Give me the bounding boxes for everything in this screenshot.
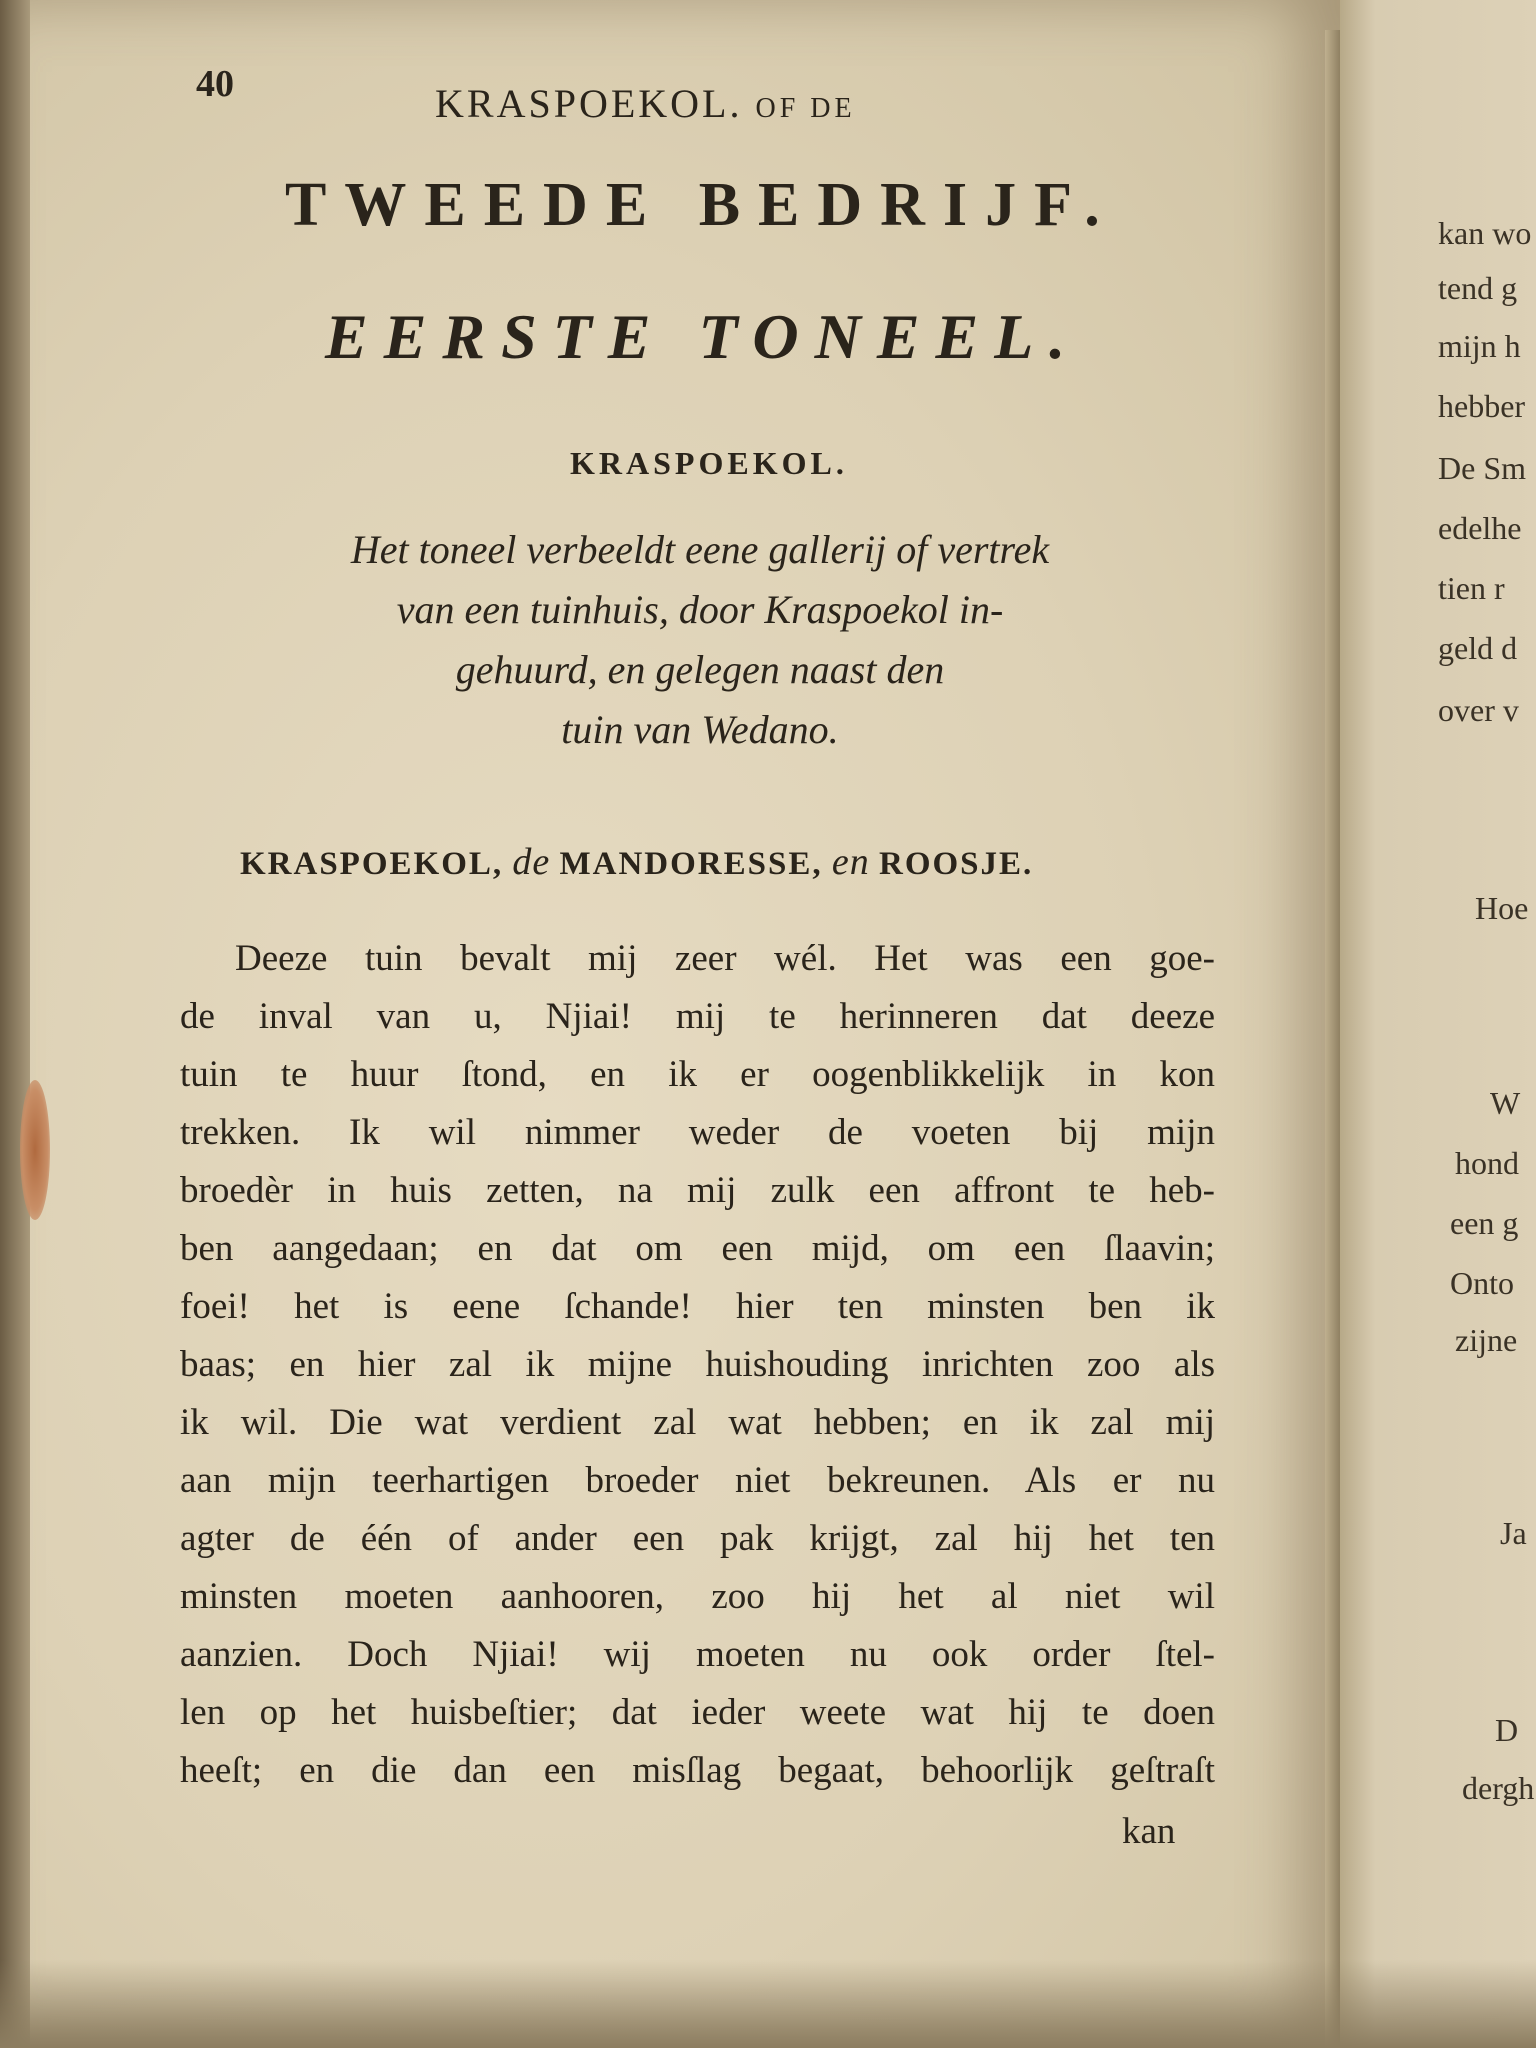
body-line: tuin te huur ſtond, en ik er oogenblikkelijk in kon (180, 1054, 1215, 1095)
facing-page-fragment: tend g (1438, 270, 1518, 306)
facing-page-fragment: tien r (1438, 570, 1505, 606)
body-line: ik wil. Die wat verdient zal wat hebben; en ik zal mij (180, 1402, 1215, 1443)
conjunction: en (831, 841, 870, 883)
body-line: de inval van u, Njiai! mij te herinneren dat deeze (180, 996, 1215, 1037)
running-head (435, 80, 856, 127)
character-name: MANDORESSE, (559, 846, 823, 882)
body-line: aan mijn teerhartigen broeder niet bekreunen. Als er nu (180, 1460, 1215, 1501)
body-line: ben aangedaan; en dat om een mijd, om een ſlaavin; (180, 1228, 1215, 1269)
stage-direction-line: Het toneel verbeeldt eene gallerij of vertrek (350, 527, 1050, 572)
facing-page-fragment: De Sm (1438, 450, 1526, 486)
body-line: heeſt; en die dan een misſlag begaat, behoorlijk geſtraſt (180, 1750, 1215, 1791)
facing-page-fragment: zijne (1455, 1322, 1518, 1358)
facing-page-fragment: dergh (1462, 1770, 1535, 1806)
body-line: Deeze tuin bevalt mij zeer wél. Het was een goe- (235, 938, 1215, 979)
character-name: KRASPOEKOL, (240, 846, 504, 882)
page-edge-shadow (0, 0, 30, 2048)
facing-page-fragment: kan wo (1438, 215, 1532, 251)
stage-direction (240, 520, 1160, 760)
catchword: kan (1122, 1811, 1176, 1852)
facing-page-fragment: hond (1455, 1145, 1519, 1181)
act-title: TWEEDE BEDRIJF. (285, 171, 1118, 239)
facing-page-fragment: over v (1438, 692, 1519, 728)
facing-page-fragment: mijn h (1438, 328, 1521, 364)
body-line: foei! het is eene ſchande! hier ten minsten ben ik (180, 1286, 1215, 1327)
character-name: ROOSJE. (879, 846, 1034, 882)
body-line: broedèr in huis zetten, na mij zulk een affront te heb- (180, 1170, 1215, 1211)
body-text (180, 930, 1215, 1800)
body-line: baas; en hier zal ik mijne huishouding inrichten zoo als (180, 1344, 1215, 1385)
facing-page-fragment: edelhe (1438, 510, 1522, 546)
conjunction: de (512, 841, 551, 883)
stage-direction-line: van een tuinhuis, door Kraspoekol in- (396, 587, 1004, 632)
stage-direction-line: gehuurd, en gelegen naast den (455, 647, 945, 692)
running-head-main: KRASPOEKOL. (435, 81, 743, 126)
body-line: len op het huisbeſtier; dat ieder weete wat hij te doen (180, 1692, 1215, 1733)
page-stain (20, 1080, 50, 1220)
page-bottom-shadow (0, 1960, 1536, 2048)
body-line: aanzien. Doch Njiai! wij moeten nu ook order ſtel- (180, 1634, 1215, 1675)
scene-title: EERSTE TONEEL. (325, 301, 1082, 372)
body-line: minsten moeten aanhooren, zoo hij het al niet wil (180, 1576, 1215, 1617)
facing-page-fragment: W (1490, 1085, 1521, 1121)
character-list (240, 840, 1033, 884)
speaker-heading: KRASPOEKOL. (570, 445, 848, 481)
body-line: agter de één of ander een pak krijgt, zal hij het ten (180, 1518, 1215, 1559)
facing-page-fragment: hebber (1438, 388, 1526, 424)
running-head-small: OF DE (755, 93, 856, 124)
body-line: trekken. Ik wil nimmer weder de voeten bij mijn (180, 1112, 1215, 1153)
facing-page-fragment: een g (1450, 1205, 1519, 1241)
page-number: 40 (196, 63, 234, 105)
stage-direction-line: tuin van Wedano. (561, 707, 839, 752)
facing-page-fragment: Hoe (1475, 890, 1529, 926)
facing-page-fragment: Ja (1500, 1515, 1527, 1551)
facing-page-fragment: Onto (1450, 1265, 1514, 1301)
facing-page-fragment: geld d (1438, 630, 1518, 666)
facing-page-fragment: D (1495, 1712, 1519, 1748)
